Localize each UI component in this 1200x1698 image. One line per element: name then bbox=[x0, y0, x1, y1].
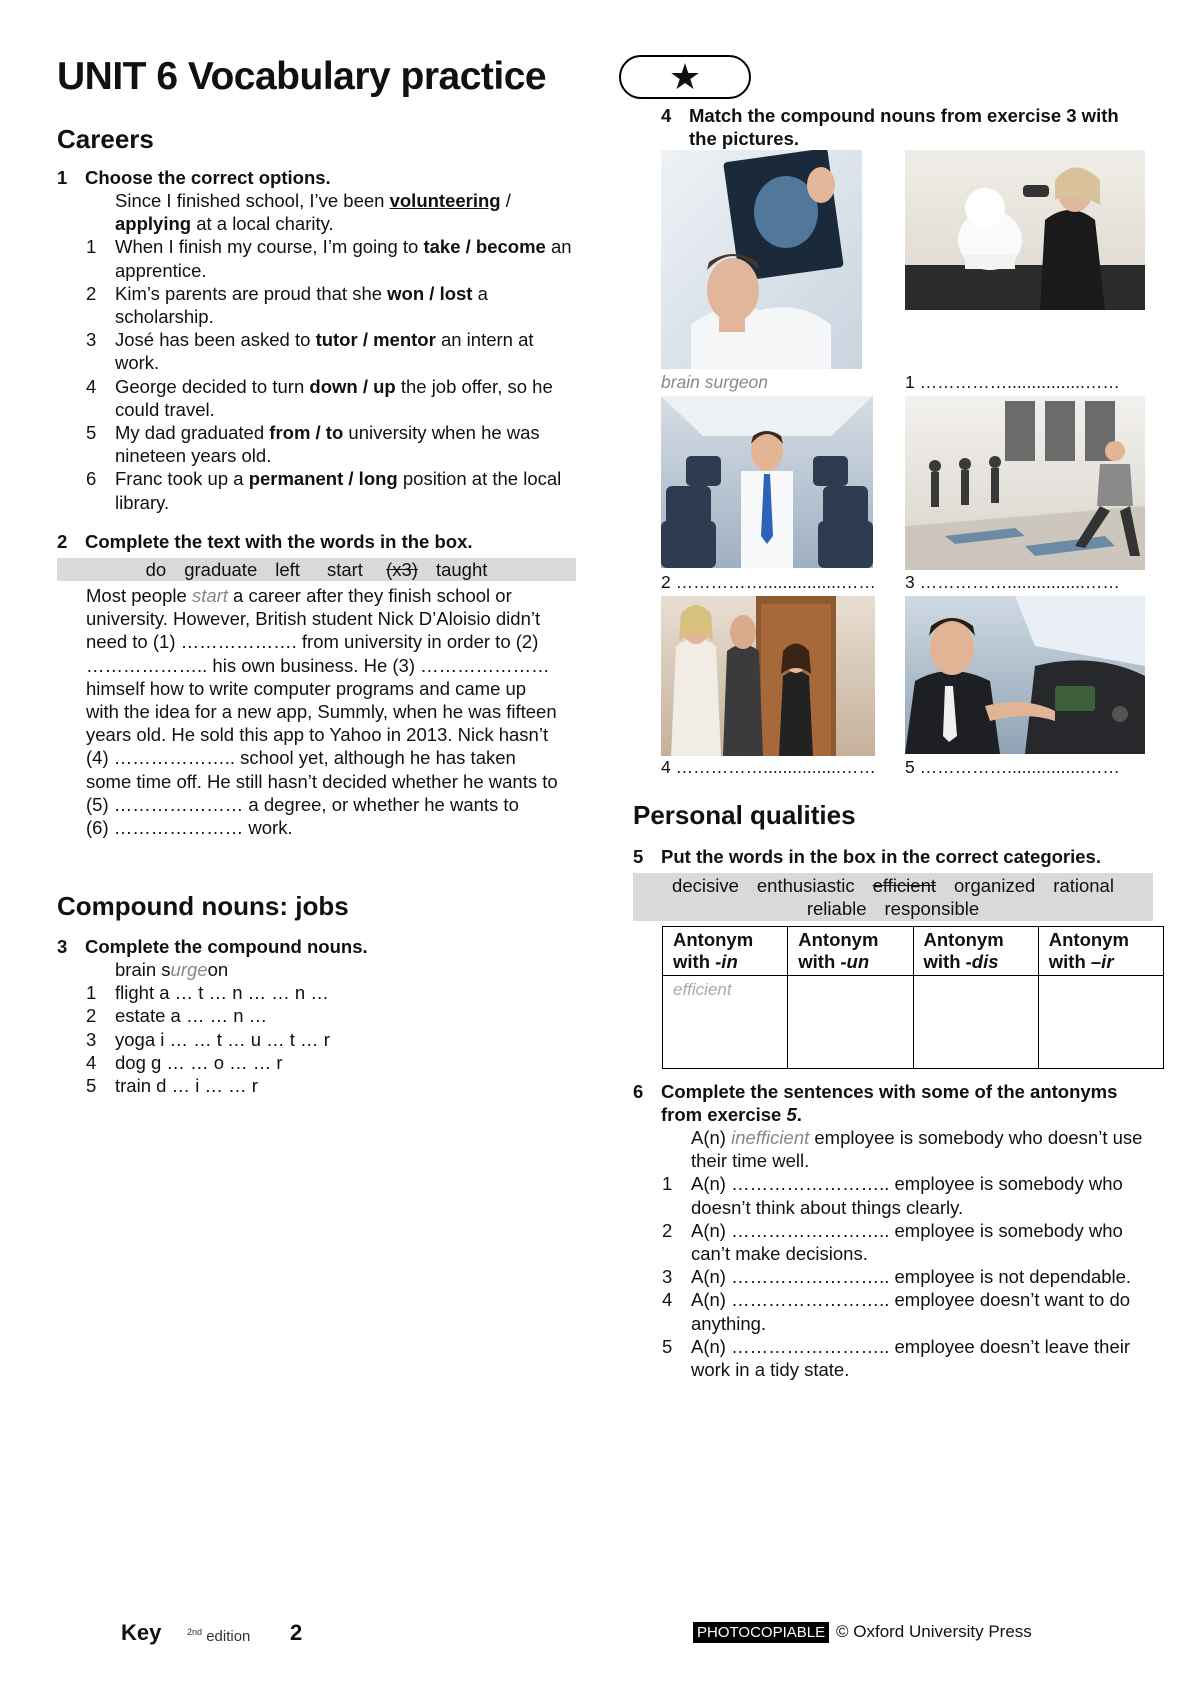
table-row bbox=[663, 976, 1164, 1069]
photo-dog-groomer bbox=[905, 150, 1145, 310]
table-cell bbox=[1038, 976, 1163, 1069]
page-title: UNIT 6 Vocabulary practice bbox=[57, 55, 547, 98]
photo-yoga-instructor bbox=[905, 396, 1145, 570]
footer-page-number: 2 bbox=[290, 1620, 303, 1645]
antonym-categories-table bbox=[662, 926, 1164, 1069]
exercise-3: 3 Complete the compound nouns. brain surgeon 1 flight a … t … n … … n … 2 estate a … … n … 3 yoga i … … t … u … t … r 4 dog g … … o … … r 5 train d … i … … r bbox=[57, 935, 577, 1097]
exercise-6-instruction: Complete the sentences with some of the antonyms from exercise 5. bbox=[661, 1081, 1118, 1125]
exercise-3-item: 3 yoga i … … t … u … t … r bbox=[86, 1028, 330, 1050]
compound-nouns-heading: Compound nouns: jobs bbox=[57, 891, 349, 921]
exercise-5: 5 Put the words in the box in the correct categories. decisive enthusiastic efficient organized rational reliable responsible bbox=[633, 845, 1153, 921]
exercise-1: 1 Choose the correct options. Since I finished school, I’ve been volunteering / applying at a local charity. 1 When I finish my course, I’m going to take / become an apprentice. 2 Kim’s parents are proud that she won / lost a scholarship. 3 José has been asked to tutor / mentor an intern at work. 4 George decided to turn down / up the job offer, so he could travel. 5 My dad graduated from / to university when he was nineteen years old. 6 Franc took up a permanent / long position at the local library. bbox=[57, 166, 577, 514]
caption-5: 5 ……………................…… bbox=[905, 757, 1120, 777]
column-header-dis: Antonym with -dis bbox=[913, 927, 1038, 976]
caption-2: 2 ……………................…… bbox=[661, 572, 876, 592]
exercise-6-item: 1 A(n) …………………….. employee is somebody who doesn’t think about things clearly. bbox=[662, 1173, 1123, 1218]
exercise-4: 4 Match the compound nouns from exercise 3 with the pictures. bbox=[661, 105, 1119, 149]
exercise-1-item: 6 Franc took up a permanent / long position at the local library. bbox=[86, 468, 562, 513]
exercise-2-instruction: Complete the text with the words in the box. bbox=[85, 531, 473, 552]
exercise-5-instruction: Put the words in the box in the correct categories. bbox=[661, 846, 1101, 867]
exercise-3-example: brain surgeon bbox=[115, 959, 229, 980]
photo-flight-attendant bbox=[661, 396, 873, 568]
exercise-3-item: 2 estate a … … n … bbox=[86, 1005, 268, 1027]
photo-train-driver bbox=[905, 596, 1145, 754]
photocopiable-badge: PHOTOCOPIABLE bbox=[693, 1622, 829, 1643]
exercise-1-instruction: Choose the correct options. bbox=[85, 167, 331, 188]
exercise-6-item: 5 A(n) …………………….. employee doesn’t leave their work in a tidy state. bbox=[662, 1335, 1131, 1381]
table-header-row bbox=[663, 927, 1164, 976]
exercise-6-example: A(n) inefficient employee is somebody who doesn’t use their time well. bbox=[691, 1127, 1143, 1172]
exercise-3-item: 4 dog g … … o … … r bbox=[86, 1051, 283, 1073]
footer-copyright: © Oxford University Press bbox=[836, 1622, 1032, 1641]
exercise-3-instruction: Complete the compound nouns. bbox=[85, 936, 368, 957]
photo-brain-surgeon bbox=[661, 150, 862, 369]
table-cell: efficient bbox=[663, 976, 788, 1069]
exercise-3-item: 5 train d … i … … r bbox=[86, 1075, 258, 1097]
exercise-1-item: 5 My dad graduated from / to university when he was nineteen years old. bbox=[86, 422, 540, 467]
table-cell bbox=[788, 976, 913, 1069]
caption-3: 3 ……………................…… bbox=[905, 572, 1120, 592]
exercise-1-item: 1 When I finish my course, I’m going to take / become an apprentice. bbox=[86, 236, 572, 281]
caption-4: 4 ……………................…… bbox=[661, 757, 876, 777]
exercise-2: 2 Complete the text with the words in the box. do graduate left start (x3) taught Most people start a career after they finish school or university. However, British student Nick D’Aloisio didn’t need to (1) ………………. from university in order to (2) ……………….. his own business. He (3) ………………… himself how to write computer programs and came up with the idea for a new app, Summly, when he was fifteen years old. He sold this app to Yahoo in 2013. Nick hasn’t (4) ……………….. school yet, although he has taken some time off. He still hasn’t decided whether he wants to (5) ………………… a degree, or whether he wants to (6) ………………… work. bbox=[57, 530, 577, 839]
exercise-4-instruction: Match the compound nouns from exercise 3 with the pictures. bbox=[689, 105, 1119, 149]
caption-1: 1 ……………................…… bbox=[905, 372, 1120, 392]
exercise-6-item: 3 A(n) …………………….. employee is not dependable. bbox=[662, 1266, 1132, 1288]
exercise-1-item: 2 Kim’s parents are proud that she won / lost a scholarship. bbox=[86, 282, 488, 328]
exercise-6: 6 Complete the sentences with some of the antonyms from exercise 5. A(n) inefficient employee is somebody who doesn’t use their time well. 1 A(n) …………………….. employee is somebody who doesn’t think about things clearly. 2 A(n) …………………….. employee is somebody who can’t make decisions. 3 A(n) …………………….. employee is not dependable. 4 A(n) …………………….. employee doesn’t want to do anything. 5 A(n) …………………….. employee doesn’t leave their work in a tidy state. bbox=[633, 1080, 1153, 1381]
exercise-1-example: Since I finished school, I’ve been volunteering / applying at a local charity. bbox=[115, 190, 511, 235]
personal-qualities-heading: Personal qualities bbox=[633, 800, 856, 830]
caption-example: brain surgeon bbox=[661, 372, 769, 392]
exercise-1-item: 4 George decided to turn down / up the job offer, so he could travel. bbox=[86, 375, 553, 420]
exercise-6-item: 4 A(n) …………………….. employee doesn’t want to do anything. bbox=[662, 1289, 1131, 1334]
word-box: do graduate left start (x3) taught bbox=[57, 558, 576, 581]
star-level-icon: ★ bbox=[619, 55, 751, 99]
photo-estate-agent bbox=[661, 596, 875, 756]
footer-key-label: Key bbox=[121, 1620, 162, 1645]
column-header-ir: Antonym with –ir bbox=[1038, 927, 1163, 976]
exercise-1-item: 3 José has been asked to tutor / mentor an intern at work. bbox=[86, 329, 534, 374]
column-header-in: Antonym with -in bbox=[663, 927, 788, 976]
exercise-3-item: 1 flight a … t … n … … n … bbox=[86, 982, 329, 1004]
table-cell bbox=[913, 976, 1038, 1069]
careers-heading: Careers bbox=[57, 124, 154, 154]
column-header-un: Antonym with -un bbox=[788, 927, 913, 976]
exercise-6-item: 2 A(n) …………………….. employee is somebody who can’t make decisions. bbox=[662, 1219, 1123, 1265]
adjective-word-box: decisive enthusiastic efficient organized rational reliable responsible bbox=[633, 873, 1153, 921]
exercise-2-text: Most people start a career after they finish school or university. However, British student Nick D’Aloisio didn’t need to (1) ………………. from university in order to (2) ……………….. his own business. He (3) ………………… himself how to write computer programs and came up with the idea for a new app, Summly, when he was fifteen years old. He sold this app to Yahoo in 2013. Nick hasn’t (4) ……………….. school yet, although he has taken some time off. He still hasn’t decided whether he wants to (5) ………………… a degree, or whether he wants to (6) ………………… work. bbox=[86, 585, 558, 839]
footer-edition: $^{2nd}$ edition bbox=[187, 1627, 251, 1645]
